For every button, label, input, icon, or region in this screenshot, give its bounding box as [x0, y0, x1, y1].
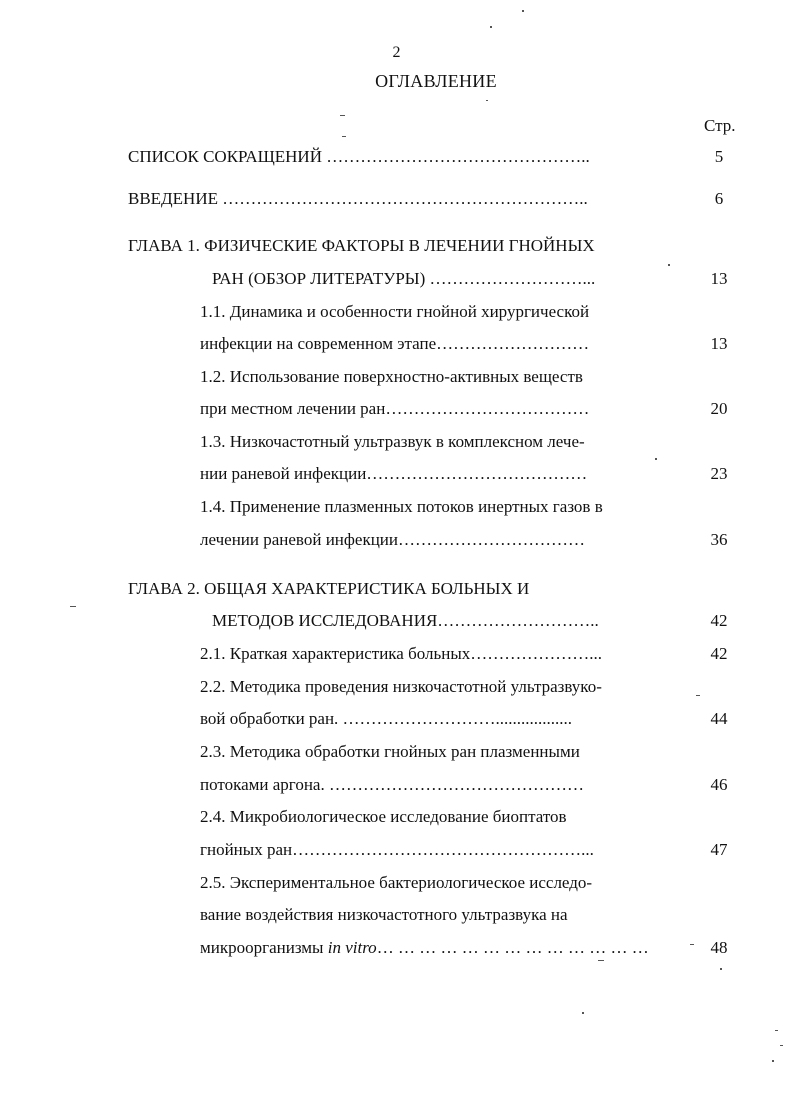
toc-entry-2-5-line-1: 2.5. Экспериментальное бактериологическое исследо- — [200, 873, 593, 892]
toc-entry-chapter-2-line-1: ГЛАВА 2. ОБЩАЯ ХАРАКТЕРИСТИКА БОЛЬНЫХ И — [128, 579, 530, 598]
toc-title: ОГЛАВЛЕНИЕ — [375, 71, 497, 91]
scan-speck — [486, 100, 488, 101]
toc-page-1-2: 20 — [710, 399, 728, 418]
page-column-header: Стр. — [704, 116, 736, 135]
scan-speck — [668, 264, 670, 266]
toc-entry-2-4-line-2: гнойных ран……………………………………………... — [200, 840, 594, 859]
toc-page-2-1: 42 — [710, 644, 728, 663]
toc-entry-2-5-suffix: … … … … … … … … … … … … … — [376, 938, 649, 957]
scan-speck — [340, 115, 345, 116]
toc-entry-2-5-prefix: микроорганизмы — [200, 938, 328, 957]
toc-entry-2-4-line-1: 2.4. Микробиологическое исследование биоптатов — [200, 807, 567, 826]
toc-page-chapter-1: 13 — [710, 269, 728, 288]
toc-page-2-4: 47 — [710, 840, 728, 859]
toc-entry-1-2-line-1: 1.2. Использование поверхностно-активных веществ — [200, 367, 583, 386]
toc-entry-chapter-1-line-2: РАН (ОБЗОР ЛИТЕРАТУРЫ) ………………………... — [212, 269, 596, 288]
scan-speck — [598, 960, 604, 961]
scan-speck — [655, 458, 657, 460]
toc-entry-2-1: 2.1. Краткая характеристика больных…………………... — [200, 644, 603, 663]
scan-speck — [690, 944, 694, 945]
toc-entry-2-5-line-3 — [200, 937, 649, 959]
scan-speck — [720, 968, 722, 970]
scan-speck — [780, 1045, 783, 1046]
toc-entry-chapter-1-line-1: ГЛАВА 1. ФИЗИЧЕСКИЕ ФАКТОРЫ В ЛЕЧЕНИИ ГНОЙНЫХ — [128, 236, 595, 255]
toc-page-1-4: 36 — [710, 530, 728, 549]
toc-entry-1-4-line-2: лечении раневой инфекции…………………………… — [200, 530, 585, 549]
toc-entry-2-2-line-1: 2.2. Методика проведения низкочастотной ультразвуко- — [200, 677, 602, 696]
scan-speck — [342, 136, 346, 137]
page-number: 2 — [392, 44, 401, 61]
toc-page-abbreviations: 5 — [714, 147, 724, 166]
toc-entry-1-1-line-2: инфекции на современном этапе……………………… — [200, 334, 590, 353]
toc-entry-1-2-line-2: при местном лечении ран……………………………… — [200, 399, 590, 418]
toc-entry-abbreviations: СПИСОК СОКРАЩЕНИЙ ……………………………………….. — [128, 147, 590, 166]
scan-speck — [582, 1012, 584, 1014]
toc-page-2-2: 44 — [710, 709, 728, 728]
scan-speck — [775, 1030, 778, 1031]
toc-page-chapter-2: 42 — [710, 611, 728, 630]
toc-entry-1-3-line-2: нии раневой инфекции………………………………… — [200, 464, 588, 483]
toc-entry-2-3-line-1: 2.3. Методика обработки гнойных ран плазменными — [200, 742, 580, 761]
toc-entry-chapter-2-line-2: МЕТОДОВ ИССЛЕДОВАНИЯ……………………….. — [212, 611, 599, 630]
toc-entry-2-5-line-2: вание воздействия низкочастотного ультразвука на — [200, 905, 568, 924]
toc-entry-1-1-line-1: 1.1. Динамика и особенности гнойной хирургической — [200, 302, 590, 321]
scan-speck — [772, 1060, 774, 1062]
toc-entry-1-3-line-1: 1.3. Низкочастотный ультразвук в комплексном лече- — [200, 432, 585, 451]
toc-entry-2-2-line-2: вой обработки ран. ……………………….................. — [200, 709, 573, 728]
toc-entry-2-5-italic: in vitro — [327, 938, 377, 957]
toc-page-1-3: 23 — [710, 464, 728, 483]
toc-entry-1-4-line-1: 1.4. Применение плазменных потоков инертных газов в — [200, 497, 603, 516]
toc-page-introduction: 6 — [714, 189, 724, 208]
toc-page-2-5: 48 — [710, 938, 728, 957]
toc-entry-introduction: ВВЕДЕНИЕ ……………………………………………………….. — [128, 189, 588, 208]
scan-speck — [70, 606, 76, 607]
toc-page-1-1: 13 — [710, 334, 728, 353]
scan-speck — [696, 695, 700, 696]
scan-speck — [522, 10, 524, 12]
scan-speck — [490, 26, 492, 28]
toc-entry-2-3-line-2: потоками аргона. ……………………………………… — [200, 775, 584, 794]
toc-page-2-3: 46 — [710, 775, 728, 794]
